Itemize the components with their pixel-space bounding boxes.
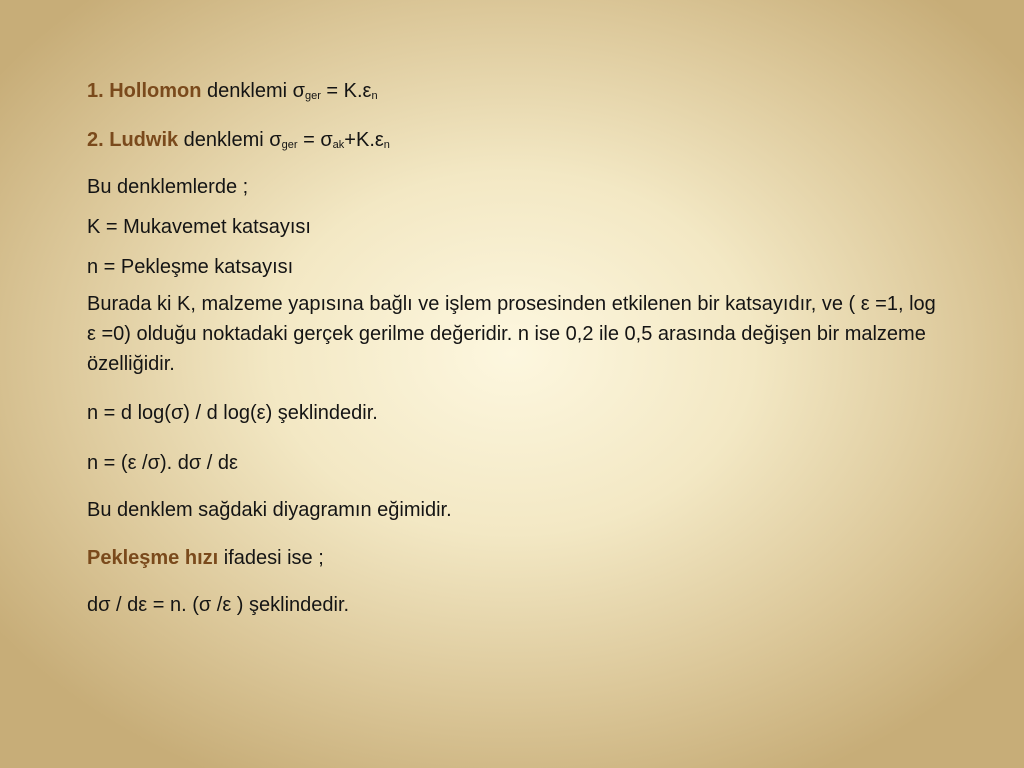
- egim-sentence: Bu denklem sağdaki diyagramın eğimidir.: [87, 499, 452, 521]
- peklesme-hizi-title: Pekleşme hızı: [87, 547, 219, 569]
- ludwik-sub-ger: ger: [281, 139, 298, 151]
- peklesme-hizi-line: [87, 543, 324, 573]
- n-ratio-formula: n = (ε /σ). dσ / dε: [87, 452, 238, 474]
- k-definition: K = Mukavemet katsayısı: [87, 216, 311, 238]
- ludwik-sub-n: n: [383, 139, 390, 151]
- ludwik-mid2: +K.ε: [344, 129, 384, 151]
- ludwik-title: 2. Ludwik: [87, 129, 179, 151]
- bu-denklemlerde: Bu denklemlerde ;: [87, 176, 249, 198]
- n-log-formula: n = d log(σ) / d log(ε) şeklindedir.: [87, 402, 378, 424]
- n-definition: n = Pekleşme katsayısı: [87, 256, 294, 278]
- hollomon-mid: = K.ε: [320, 80, 372, 102]
- hollomon-title: 1. Hollomon: [87, 80, 202, 102]
- ludwik-sub-ak: ak: [332, 139, 345, 151]
- hollomon-sub-n: n: [371, 90, 378, 102]
- hollomon-equation: [87, 76, 378, 106]
- ludwik-word: denklemi σ: [178, 129, 282, 151]
- dsigma-formula: dσ / dε = n. (σ /ε ) şeklindedir.: [87, 594, 350, 616]
- peklesme-hizi-rest: ifadesi ise ;: [218, 547, 324, 569]
- hollomon-sub-ger: ger: [304, 90, 321, 102]
- ludwik-equation: [87, 125, 390, 155]
- hollomon-word: denklemi σ: [201, 80, 305, 102]
- ludwik-mid: = σ: [297, 129, 333, 151]
- burada-paragraph: Burada ki K, malzeme yapısına bağlı ve işlem prosesinden etkilenen bir katsayıdır, ve ( ε =1, log ε =0) olduğu noktadaki gerçek gerilme değeridir. n ise 0,2 ile 0,5 arasında değişen bir malzeme özelliğidir.: [87, 293, 936, 375]
